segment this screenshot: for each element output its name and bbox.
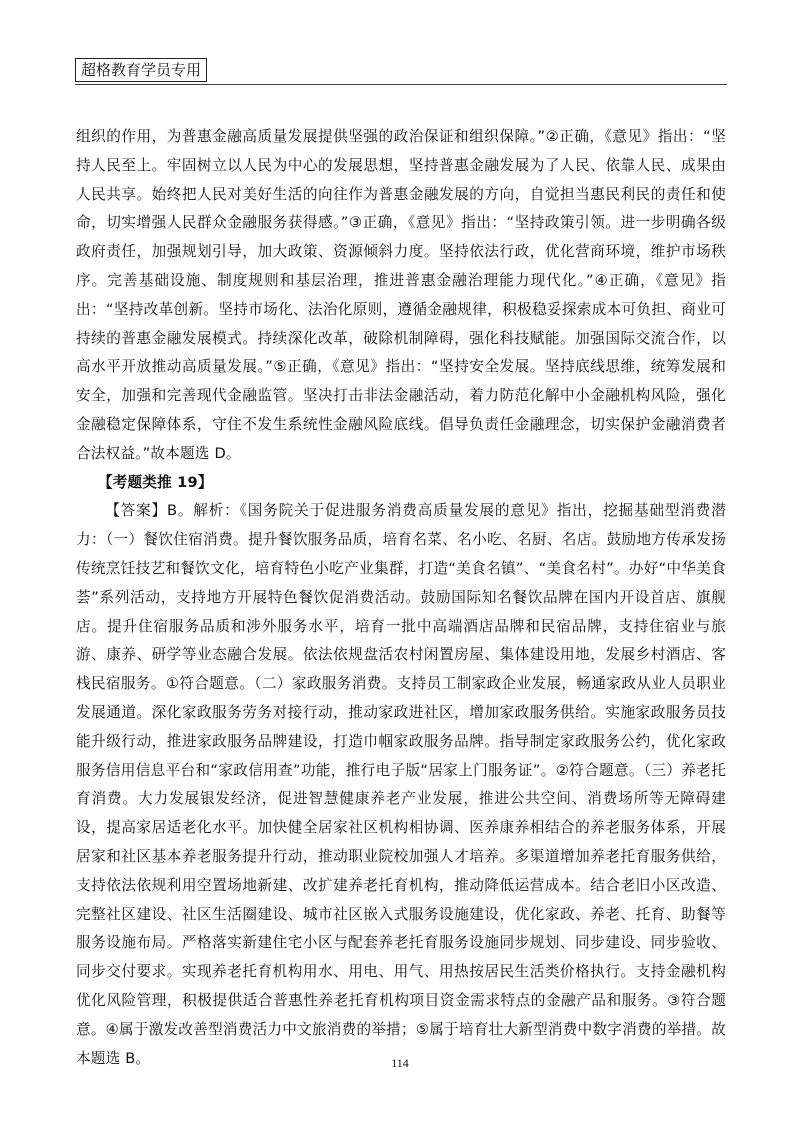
header-divider <box>75 84 727 85</box>
page-number: 114 <box>391 1056 409 1070</box>
section-heading: 【考题类推 19】 <box>97 473 213 491</box>
document-body <box>76 123 726 1073</box>
paragraph-continuation: 组织的作用，为普惠金融高质量发展提供坚强的政治保证和组织保障。”②正确，《意见》指出：“坚持人民至上。牢固树立以人民为中心的发展思想，坚持普惠金融发展为了人民、依靠人民、成果由人民共享。始终把人民对美好生活的向往作为普惠金融发展的方向，自觉担当惠民利民的责任和使命，切实增强人民群众金融服务获得感。”③正确，《意见》指出：“坚持政策引领。进一步明确各级政府责任，加强规划引导，加大政策、资源倾斜力度。坚持依法行政，优化营商环境，维护市场秩序。完善基础设施、制度规则和基层治理，推进普惠金融治理能力现代化。”④正确，《意见》指出：“坚持改革创新。坚持市场化、法治化原则，遵循金融规律，积极稳妥探索成本可负担、商业可持续的普惠金融发展模式。持续深化改革，破除机制障碍，强化科技赋能。加强国际交流合作，以高水平开放推动高质量发展。”⑤正确，《意见》指出：“坚持安全发展。坚持底线思维，统筹发展和安全，加强和完善现代金融监管。坚决打击非法金融活动，着力防范化解中小金融机构风险，强化金融稳定保障体系，守住不发生系统性金融风险底线。倡导负责任金融理念，切实保护金融消费者合法权益。”故本题选 D。 <box>76 128 726 462</box>
answer-paragraph: 【答案】B。解析：《国务院关于促进服务消费高质量发展的意见》指出，挖掘基础型消费潜力：（一）餐饮住宿消费。提升餐饮服务品质，培育名菜、名小吃、名厨、名店。鼓励地方传承发扬传统烹饪技艺和餐饮文化，培育特色小吃产业集群，打造“美食名镇”、“美食名村”。办好“中华美食荟”系列活动，支持地方开展特色餐饮促消费活动。鼓励国际知名餐饮品牌在国内开设首店、旗舰店。提升住宿服务品质和涉外服务水平，培育一批中高端酒店品牌和民宿品牌，支持住宿业与旅游、康养、研学等业态融合发展。依法依规盘活农村闲置房屋、集体建设用地，发展乡村酒店、客栈民宿服务。①符合题意。（二）家政服务消费。支持员工制家政企业发展，畅通家政从业人员职业发展通道。深化家政服务劳务对接行动，推动家政进社区，增加家政服务供给。实施家政服务员技能升级行动，推进家政服务品牌建设，打造巾帼家政服务品牌。指导制定家政服务公约，优化家政服务信用信息平台和“家政信用查”功能，推行电子版“居家上门服务证”。②符合题意。（三）养老托育消费。大力发展银发经济，促进智慧健康养老产业发展，推进公共空间、消费场所等无障碍建设，提高家居适老化水平。加快健全居家社区机构相协调、医养康养相结合的养老服务体系，开展居家和社区基本养老服务提升行动，推动职业院校加强人才培养。多渠道增加养老托育服务供给，支持依法依规利用空置场地新建、改扩建养老托育机构，推动降低运营成本。结合老旧小区改造、完整社区建设、社区生活圈建设、城市社区嵌入式服务设施建设，优化家政、养老、托育、助餐等服务设施布局。严格落实新建住宅小区与配套养老托育服务设施同步规划、同步建设、同步验收、同步交付要求。实现养老托育机构用水、用电、用气、用热按居民生活类价格执行。支持金融机构优化风险管理，积极提供适合普惠性养老托育机构项目资金需求特点的金融产品和服务。③符合题意。④属于激发改善型消费活力中文旅消费的举措；⑤属于培育壮大新型消费中数字消费的举措。故本题选 B。 <box>76 502 726 1067</box>
header-label: 超格教育学员专用 <box>75 58 207 82</box>
